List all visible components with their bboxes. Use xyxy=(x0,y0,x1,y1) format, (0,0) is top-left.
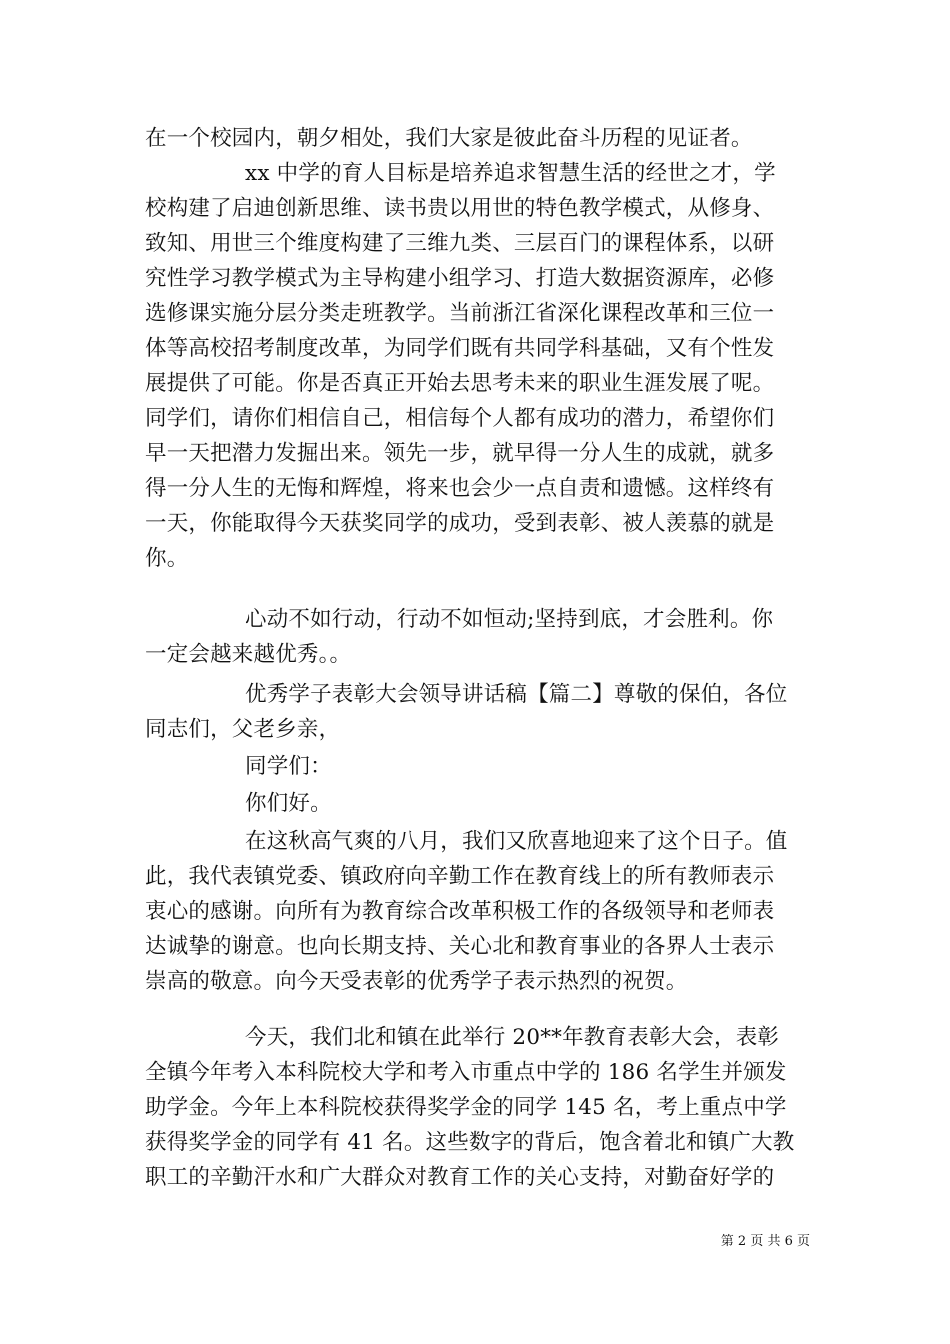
text-line: 一天，你能取得今天获奖同学的成功，受到表彰、被人羡慕的就是 xyxy=(145,511,775,536)
text-line: 全镇今年考入本科院校大学和考入市重点中学的 186 名学生并颁发 xyxy=(145,1060,787,1085)
text-line: 同学们： xyxy=(245,754,332,779)
text-line: 早一天把潜力发掘出来。领先一步，就早得一分人生的成就，就多 xyxy=(145,441,775,466)
text-line: 今天，我们北和镇在此举行 20**年教育表彰大会，表彰 xyxy=(245,1025,780,1050)
text-line: 选修课实施分层分类走班教学。当前浙江省深化课程改革和三位一 xyxy=(145,301,775,326)
text-line: 你。 xyxy=(145,546,189,571)
text-line: 致知、用世三个维度构建了三维九类、三层百门的课程体系，以研 xyxy=(145,231,775,256)
text-line: 你们好。 xyxy=(245,791,332,816)
text-line: 体等高校招考制度改革，为同学们既有共同学科基础，又有个性发 xyxy=(145,336,775,361)
text-line: 同志们，父老乡亲， xyxy=(145,717,341,742)
page-number: 第 2 页 共 6 页 xyxy=(720,1234,810,1249)
text-line: 助学金。今年上本科院校获得奖学金的同学 145 名，考上重点中学 xyxy=(145,1095,787,1120)
text-line: 在一个校园内，朝夕相处，我们大家是彼此奋斗历程的见证者。 xyxy=(145,126,753,151)
text-line: 心动不如行动，行动不如恒动;坚持到底，才会胜利。你 xyxy=(245,607,774,632)
text-line: 崇高的敬意。向今天受表彰的优秀学子表示热烈的祝贺。 xyxy=(145,969,688,994)
text-line: 获得奖学金的同学有 41 名。这些数字的背后，饱含着北和镇广大教 xyxy=(145,1130,795,1155)
text-line: 同学们，请你们相信自己，相信每个人都有成功的潜力，希望你们 xyxy=(145,406,775,431)
text-line: 此，我代表镇党委、镇政府向辛勤工作在教育线上的所有教师表示 xyxy=(145,864,775,889)
text-line: 究性学习教学模式为主导构建小组学习、打造大数据资源库，必修 xyxy=(145,266,775,291)
text-line: 一定会越来越优秀。。 xyxy=(145,642,352,667)
text-line: 校构建了启迪创新思维、读书贵以用世的特色教学模式，从修身、 xyxy=(145,196,775,221)
text-line: 得一分人生的无悔和辉煌，将来也会少一点自责和遗憾。这样终有 xyxy=(145,476,775,501)
text-line: 优秀学子表彰大会领导讲话稿【篇二】尊敬的保伯，各位 xyxy=(245,682,788,707)
text-line: 衷心的感谢。向所有为教育综合改革积极工作的各级领导和老师表 xyxy=(145,899,775,924)
text-line: 在这秋高气爽的八月，我们又欣喜地迎来了这个日子。值 xyxy=(245,829,788,854)
text-line: 职工的辛勤汗水和广大群众对教育工作的关心支持，对勤奋好学的 xyxy=(145,1165,775,1190)
text-line: xx 中学的育人目标是培养追求智慧生活的经世之才，学 xyxy=(245,161,776,186)
text-line: 展提供了可能。你是否真正开始去思考未来的职业生涯发展了呢。 xyxy=(145,371,775,396)
text-line: 达诚挚的谢意。也向长期支持、关心北和教育事业的各界人士表示 xyxy=(145,934,775,959)
